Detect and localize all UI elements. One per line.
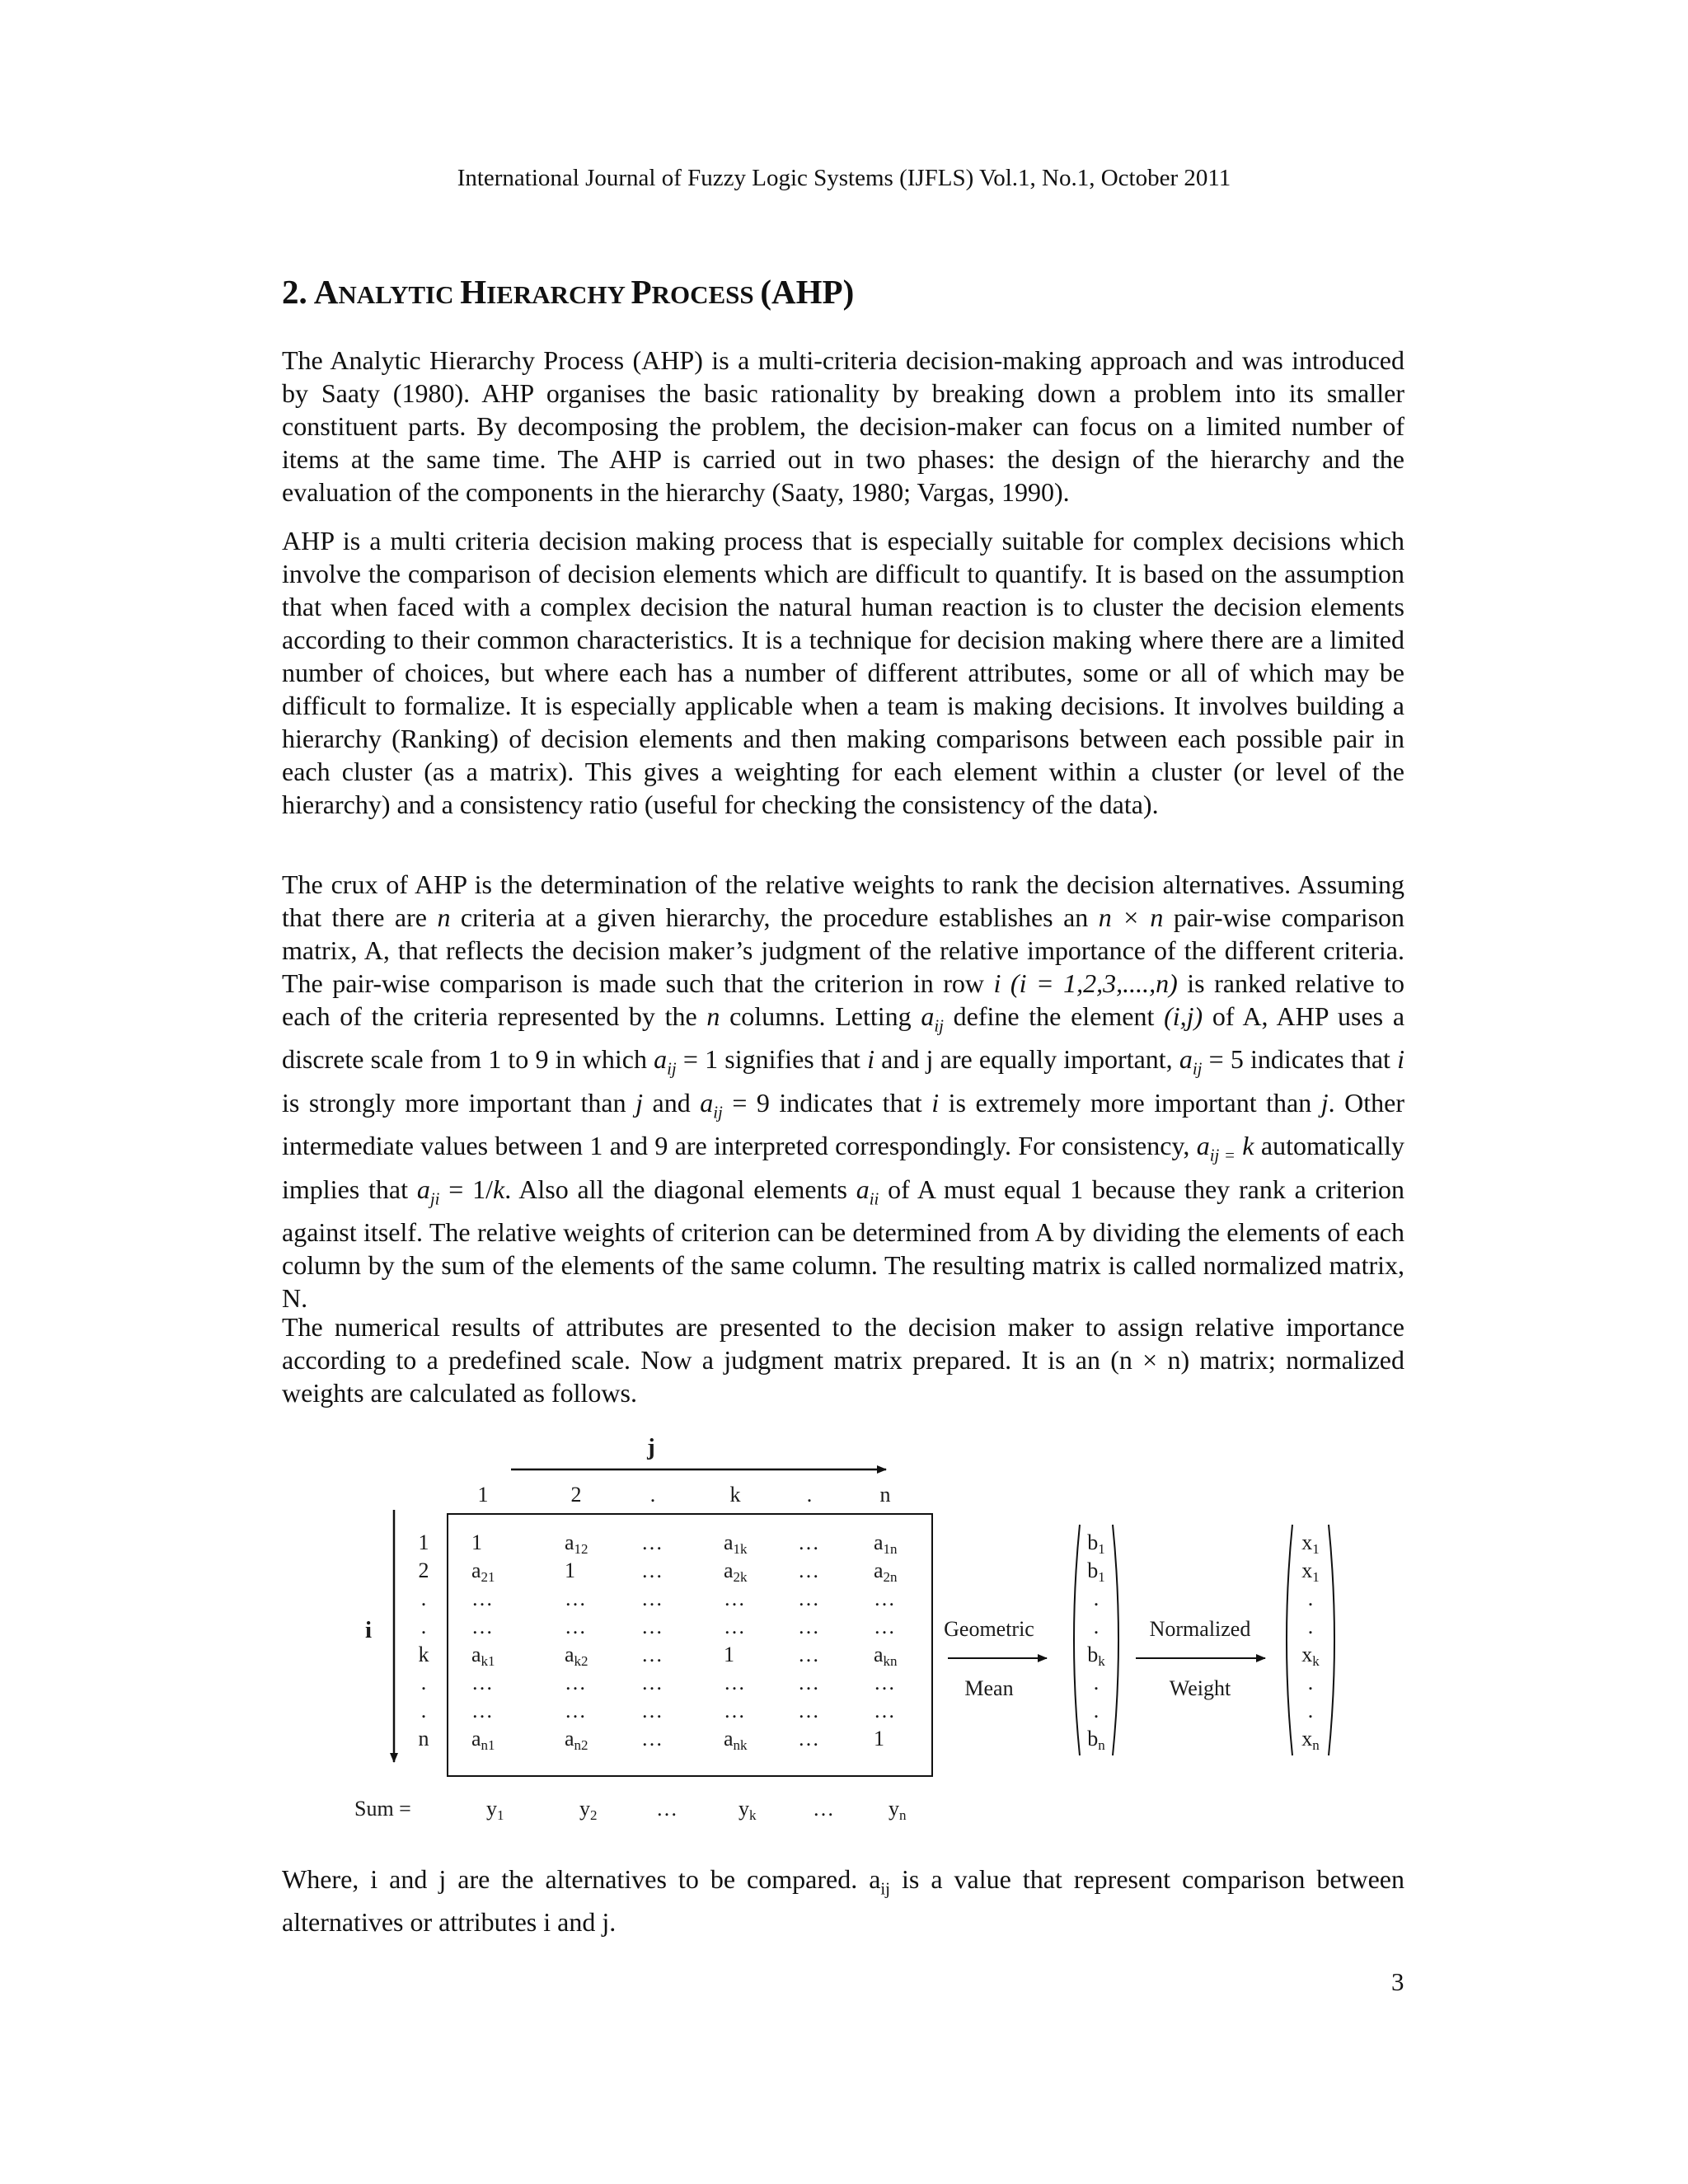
b-vector-entry: bk: [1087, 1643, 1105, 1669]
p3-text: a: [1196, 1131, 1210, 1161]
p3-text: columns. Letting: [720, 1001, 921, 1031]
p3-text: of A, AHP uses a discrete scale from 1 to 9 in which: [282, 1001, 1405, 1075]
j-label: j: [647, 1434, 655, 1460]
matrix-cell: …: [874, 1615, 895, 1638]
matrix-cell: a21: [471, 1558, 495, 1585]
matrix-cell: …: [471, 1671, 493, 1694]
b-vector: [1087, 1530, 1105, 1753]
matrix-cells: [471, 1530, 898, 1753]
matrix-cell: …: [641, 1671, 663, 1694]
matrix-cell: …: [798, 1727, 819, 1750]
p3-sub: ii: [869, 1188, 879, 1208]
row-header: 1: [418, 1530, 429, 1554]
matrix-cell: a1n: [874, 1530, 898, 1557]
b-vector-left-bracket: [1074, 1525, 1080, 1755]
matrix-cell: …: [798, 1530, 819, 1554]
p3-sub: ji: [429, 1188, 440, 1208]
p3-text: is extremely more important than: [939, 1087, 1321, 1118]
column-sum: …: [813, 1797, 834, 1821]
p3-text: pair-wise comparison matrix, A, that reflects the decision maker’s judgment of the relative importance of the different criteria. The pair-wise comparison is made such that the criterion in row: [282, 902, 1405, 998]
p3-text: i: [931, 1087, 940, 1118]
matrix-cell: …: [471, 1699, 493, 1722]
x-vector-entry: xn: [1301, 1727, 1320, 1753]
matrix-cell: …: [724, 1586, 745, 1610]
row-header: k: [418, 1643, 429, 1666]
journal-header: International Journal of Fuzzy Logic Systems (IJFLS) Vol.1, No.1, October 2011: [457, 165, 1231, 191]
p3-text: of A must equal 1 because they rank a criterion against itself. The relative weights of criterion can be determined from A by dividing the elements of each column by the sum of the elements of the same column. The resulting matrix is called normalized matrix, N.: [282, 1174, 1405, 1313]
b-vector-entry: bn: [1087, 1727, 1105, 1753]
p3-sub: ij: [934, 1016, 944, 1036]
p3-text: j: [1320, 1087, 1329, 1118]
matrix-box: [448, 1514, 932, 1776]
row-header: .: [420, 1615, 427, 1638]
b-vector-entry: .: [1093, 1699, 1100, 1722]
p3-text: n: [706, 1001, 720, 1031]
paragraph-description: AHP is a multi criteria decision making process that is especially suitable for complex decisions which involve the comparison of decision elements which are difficult to quantify. It is based on the assumption that when faced with a complex decision the natural human reaction is to cluster the decision elements according to their common characteristics. It is a technique for decision making where there are a limited number of choices, but where each has a number of different attributes, some or all of which may be difficult to formalize. It is especially applicable when a team is making decisions. It involves building a hierarchy (Ranking) of decision elements and then making comparisons between each possible pair in each cluster (as a matrix). This gives a weighting for each element within a cluster (or level of the hierarchy) and a consistency ratio (useful for checking the consistency of the data).: [282, 526, 1404, 819]
row-header: n: [418, 1727, 429, 1750]
column-header: n: [879, 1483, 891, 1507]
b-vector-entry: .: [1093, 1615, 1100, 1638]
matrix-cell: …: [724, 1615, 745, 1638]
p3-text: . Also all the diagonal elements: [504, 1174, 856, 1204]
p3-sub: ij =: [1209, 1146, 1236, 1165]
matrix-cell: ak1: [471, 1643, 495, 1669]
paragraph-where: [282, 1863, 1404, 1938]
matrix-cell: …: [641, 1727, 663, 1750]
p3-text: a: [654, 1044, 668, 1075]
paragraph-numerical-results: The numerical results of attributes are presented to the decision maker to assign relative importance according to a predefined scale. Now a judgment matrix prepared. It is an (n × n) matrix; normalized weights are calculated as follows.: [282, 1312, 1404, 1408]
p3-text: and: [643, 1087, 701, 1118]
i-label: i: [364, 1617, 373, 1643]
column-sum: yn: [889, 1797, 907, 1823]
matrix-cell: …: [798, 1586, 819, 1610]
row-headers: [419, 1530, 429, 1750]
row-header: 2: [418, 1558, 429, 1582]
sum-row: [486, 1797, 907, 1823]
column-sum: y1: [486, 1797, 504, 1823]
matrix-cell: …: [471, 1615, 493, 1638]
matrix-cell: 1: [724, 1643, 734, 1666]
column-header: 1: [477, 1483, 489, 1507]
matrix-cell: a2n: [874, 1558, 898, 1585]
matrix-cell: …: [724, 1671, 745, 1694]
matrix-cell: akn: [874, 1643, 898, 1669]
matrix-cell: ank: [724, 1727, 748, 1753]
x-vector-entry: .: [1307, 1699, 1314, 1722]
matrix-cell: an2: [565, 1727, 588, 1753]
x-vector-entry: xk: [1301, 1643, 1320, 1669]
p3-text: n: [437, 902, 451, 932]
p5-text: is a value that represent comparison between alternatives or attributes i and j.: [282, 1864, 1405, 1938]
x-vector-entry: .: [1307, 1586, 1314, 1610]
matrix-cell: a2k: [724, 1558, 748, 1585]
p3-text: The crux of AHP is the determination of the relative weights to rank the decision alternatives. Assuming that there are: [282, 869, 1404, 932]
column-header: .: [806, 1483, 813, 1507]
matrix-cell: …: [565, 1586, 586, 1610]
b-vector-right-bracket: [1113, 1525, 1118, 1755]
matrix-cell: 1: [565, 1558, 575, 1582]
p3-text: i: [1397, 1044, 1405, 1075]
b-vector-entry: .: [1093, 1586, 1100, 1610]
matrix-cell: 1: [874, 1727, 884, 1750]
column-headers: [478, 1483, 891, 1507]
matrix-cell: …: [641, 1530, 663, 1554]
section-number: 2.: [282, 273, 307, 311]
p3-text: a: [921, 1001, 935, 1031]
matrix-cell: …: [798, 1699, 819, 1722]
column-sum: yk: [738, 1797, 757, 1823]
matrix-cell: an1: [471, 1727, 495, 1753]
mean-label: Mean: [964, 1676, 1014, 1700]
p3-text: j: [635, 1087, 643, 1118]
row-header: .: [420, 1699, 427, 1722]
p3-text: n × n: [1098, 902, 1164, 932]
matrix-cell: …: [798, 1615, 819, 1638]
matrix-cell: …: [641, 1699, 663, 1722]
p3-text: k: [492, 1174, 505, 1204]
p3-text: a: [1179, 1044, 1193, 1075]
matrix-cell: …: [798, 1558, 819, 1582]
matrix-cell: …: [874, 1586, 895, 1610]
matrix-cell: …: [565, 1671, 586, 1694]
matrix-cell: …: [565, 1699, 586, 1722]
p3-text: i (i = 1,2,3,....,n): [993, 968, 1178, 998]
matrix-cell: a1k: [724, 1530, 748, 1557]
x-vector-entry: x1: [1301, 1558, 1320, 1585]
x-vector-entry: x1: [1301, 1530, 1320, 1557]
normalized-label: Normalized: [1149, 1617, 1251, 1641]
title-part-6: (AHP): [760, 273, 855, 311]
p3-text: a: [416, 1174, 430, 1204]
title-part-3: IERARCHY: [486, 280, 631, 309]
matrix-cell: …: [641, 1615, 663, 1638]
column-sum: y2: [579, 1797, 598, 1823]
p3-text: is strongly more important than: [282, 1087, 636, 1118]
row-header: .: [420, 1586, 427, 1610]
matrix-cell: …: [641, 1643, 663, 1666]
title-part-2: H: [460, 273, 487, 311]
p3-text: is ranked relative to each of the criteria represented by the: [282, 968, 1405, 1031]
title-part-4: P: [631, 273, 652, 311]
p3-text: a: [856, 1174, 870, 1204]
p3-text: automatically implies that: [282, 1131, 1405, 1204]
title-part-0: A: [313, 273, 339, 311]
p5-sub: ij: [880, 1879, 890, 1899]
matrix-cell: …: [724, 1699, 745, 1722]
matrix-cell: ak2: [565, 1643, 588, 1669]
p3-text: and j are equally important,: [874, 1044, 1179, 1075]
p3-text: = 9 indicates that: [722, 1087, 932, 1118]
x-vector-entry: .: [1307, 1671, 1314, 1694]
p3-text: i: [867, 1044, 874, 1075]
p3-text: . Other intermediate values between 1 and 9 are interpreted correspondingly. For consistency,: [282, 1087, 1405, 1161]
weight-label: Weight: [1169, 1676, 1231, 1700]
matrix-cell: …: [874, 1699, 895, 1722]
paragraph-intro: The Analytic Hierarchy Process (AHP) is a multi-criteria decision-making approach and was introduced by Saaty (1980). AHP organises the basic rationality by breaking down a problem into its smaller constituent parts. By decomposing the problem, the decision-maker can focus on a limited number of items at the same time. The AHP is carried out in two phases: the design of the hierarchy and the evaluation of the components in the hierarchy (Saaty, 1980; Vargas, 1990).: [282, 345, 1404, 507]
matrix-cell: 1: [471, 1530, 482, 1554]
p3-text: define the element: [943, 1001, 1165, 1031]
p3-sub: ij: [667, 1059, 677, 1079]
sum-label: Sum =: [354, 1797, 411, 1821]
p3-text: = 1 signifies that: [676, 1044, 868, 1075]
matrix-cell: a12: [565, 1530, 588, 1557]
title-part-5: ROCESS: [651, 280, 761, 309]
geometric-label: Geometric: [944, 1617, 1034, 1641]
title-part-1: NALYTIC: [338, 280, 461, 309]
column-header: k: [729, 1483, 741, 1507]
matrix-cell: …: [798, 1671, 819, 1694]
matrix-cell: …: [641, 1558, 663, 1582]
column-header: .: [649, 1483, 656, 1507]
p3-sub: ij: [713, 1103, 723, 1122]
p3-text: criteria at a given hierarchy, the procedure establishes an: [450, 902, 1099, 932]
b-vector-entry: b1: [1087, 1530, 1105, 1557]
p5-text: Where, i and j are the alternatives to be compared. a: [282, 1864, 881, 1894]
x-vector-entry: .: [1307, 1615, 1314, 1638]
b-vector-entry: b1: [1087, 1558, 1105, 1585]
matrix-cell: …: [471, 1586, 493, 1610]
matrix-cell: …: [641, 1586, 663, 1610]
row-header: .: [420, 1671, 427, 1694]
b-vector-entry: .: [1093, 1671, 1100, 1694]
p3-text: k: [1235, 1131, 1254, 1161]
page-number: 3: [1391, 1967, 1404, 1996]
column-header: 2: [570, 1483, 582, 1507]
x-vector-right-bracket: [1329, 1525, 1334, 1755]
p3-text: = 1/: [439, 1174, 493, 1204]
x-vector-left-bracket: [1287, 1525, 1292, 1755]
matrix-cell: …: [798, 1643, 819, 1666]
p3-text: = 5 indicates that: [1202, 1044, 1398, 1075]
p3-text: (i,j): [1164, 1001, 1203, 1031]
column-sum: …: [656, 1797, 678, 1821]
x-vector: [1301, 1530, 1320, 1753]
matrix-cell: …: [874, 1671, 895, 1694]
p3-text: a: [700, 1087, 714, 1118]
matrix-cell: …: [565, 1615, 586, 1638]
p3-sub: ij: [1192, 1059, 1203, 1079]
